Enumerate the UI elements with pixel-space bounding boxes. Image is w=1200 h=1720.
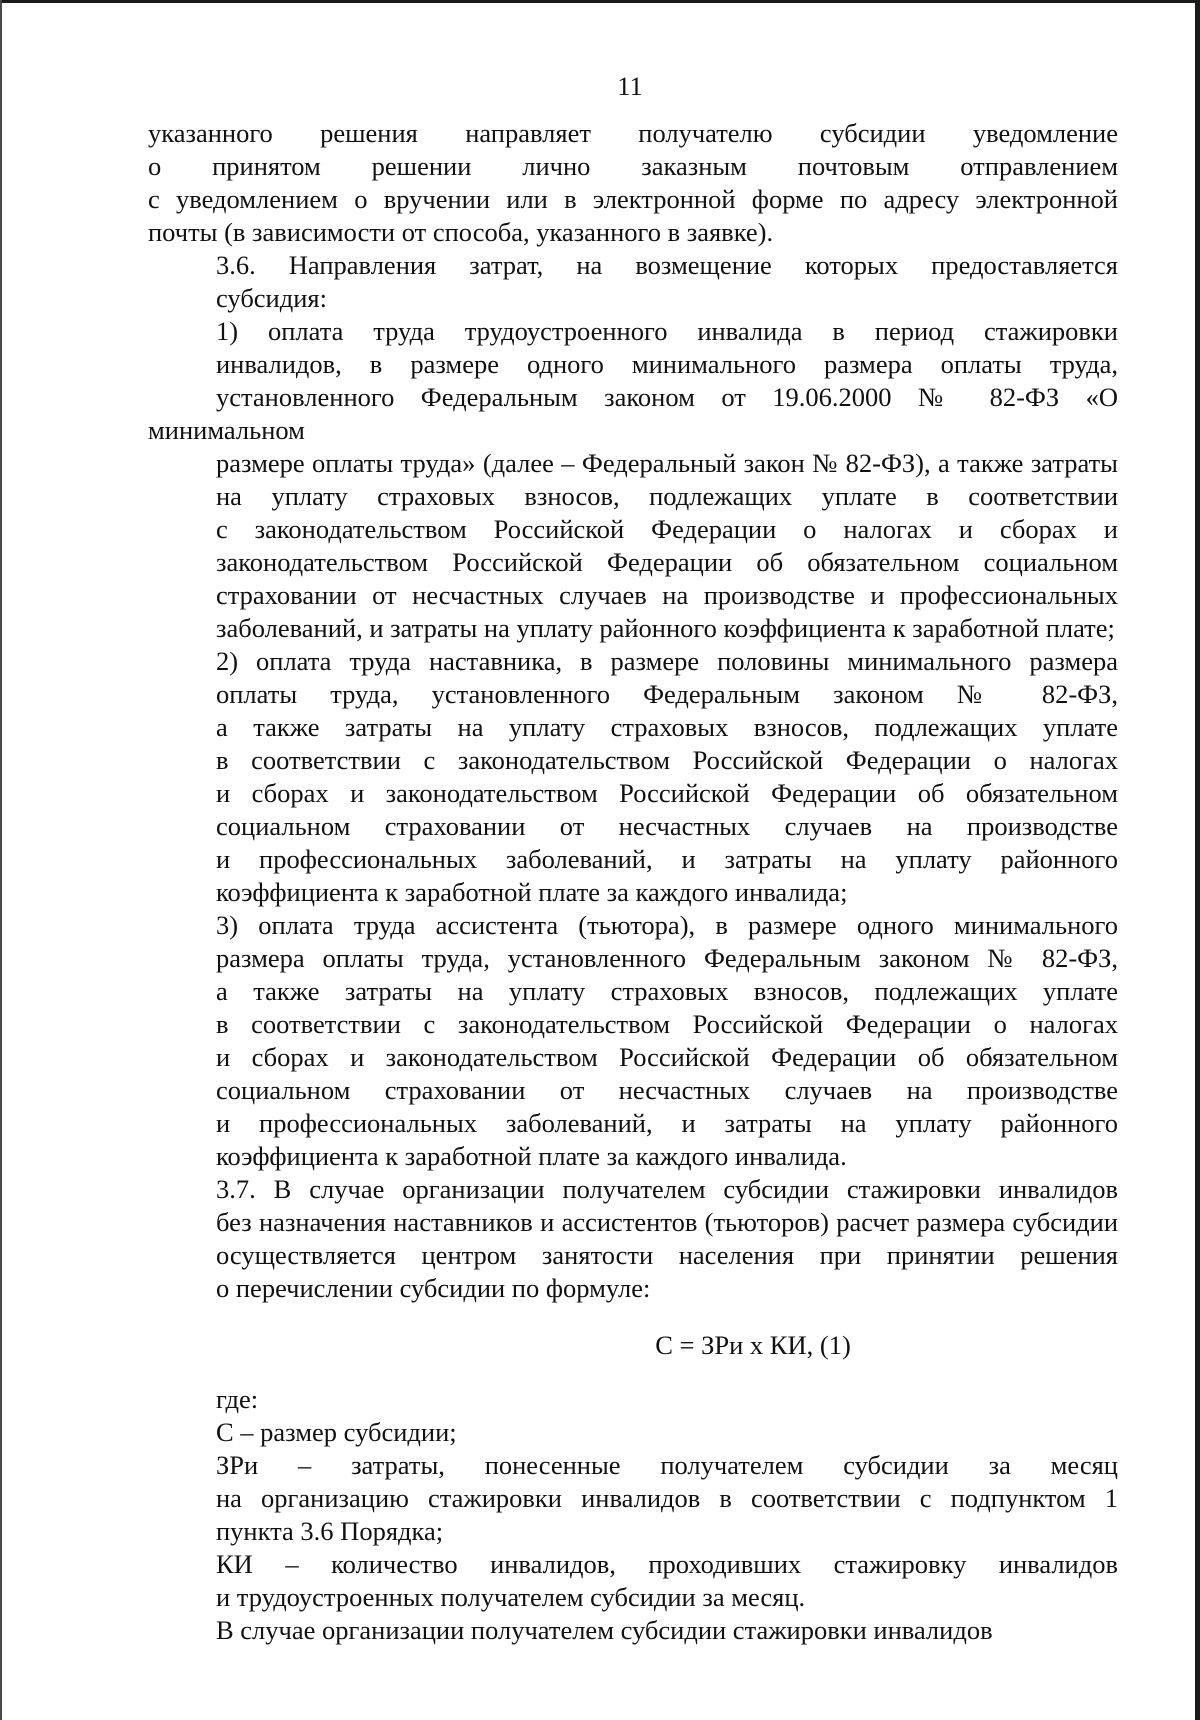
paragraphs xyxy=(148,117,1118,1305)
paragraph-def-ki xyxy=(148,1548,1118,1614)
formula: С = ЗРи x КИ, (1) xyxy=(655,1330,851,1360)
text-line: о перечислении субсидии по формуле: xyxy=(216,1273,651,1303)
text-line: на уплату страховых взносов, подлежащих уплате в соответствии xyxy=(216,481,1118,511)
text-line: установленного Федеральным законом от 19.06.2000 № 82-ФЗ «О минимальном xyxy=(148,382,1118,445)
paragraph-continuation xyxy=(148,117,1118,249)
text-line: 1) оплата труда трудоустроенного инвалида в период стажировки xyxy=(216,316,1118,346)
text-line: инвалидов, в размере одного минимального размера оплаты труда, xyxy=(216,349,1118,379)
text-line: а также затраты на уплату страховых взносов, подлежащих уплате xyxy=(216,712,1118,742)
paragraph-where xyxy=(148,1383,1118,1416)
text-line: оплаты труда, установленного Федеральным законом № 82-ФЗ, xyxy=(216,679,1118,709)
text-line: субсидия: xyxy=(216,283,327,313)
definitions xyxy=(148,1383,1118,1647)
text-line: коэффициента к заработной плате за каждого инвалида; xyxy=(216,877,848,907)
text-line: без назначения наставников и ассистентов (тьюторов) расчет размера субсидии xyxy=(216,1207,1118,1237)
text-line: 3) оплата труда ассистента (тьютора), в размере одного минимального xyxy=(216,910,1118,940)
text-line: с законодательством Российской Федерации о налогах и сборах и xyxy=(216,514,1118,544)
text-line: с уведомлением о вручении или в электронной форме по адресу электронной xyxy=(148,184,1118,214)
text-line: а также затраты на уплату страховых взносов, подлежащих уплате xyxy=(216,976,1118,1006)
text-line: В случае организации получателем субсидии стажировки инвалидов xyxy=(216,1615,993,1645)
paragraph-p3-6-2 xyxy=(148,645,1118,909)
scan-edge-left xyxy=(0,0,2,1720)
text-line: заболеваний, и затраты на уплату районного коэффициента к заработной плате; xyxy=(216,613,1115,643)
text-line: о принятом решении лично заказным почтовым отправлением xyxy=(148,151,1118,181)
text-line: страховании от несчастных случаев на производстве и профессиональных xyxy=(216,580,1118,610)
paragraph-final xyxy=(148,1614,1118,1647)
text-line: указанного решения направляет получателю субсидии уведомление xyxy=(148,118,1118,148)
paragraph-p3-6 xyxy=(148,249,1118,315)
paragraph-def-c xyxy=(148,1416,1118,1449)
text-line: где: xyxy=(216,1384,259,1414)
text-line: почты (в зависимости от способа, указанного в заявке). xyxy=(148,217,774,247)
text-line: социальном страховании от несчастных случаев на производстве xyxy=(216,1075,1118,1105)
text-line: и профессиональных заболеваний, и затраты на уплату районного xyxy=(216,844,1118,874)
text-line: 2) оплата труда наставника, в размере половины минимального размера xyxy=(216,646,1118,676)
text-line: и трудоустроенных получателем субсидии за месяц. xyxy=(216,1582,806,1612)
text-line: социальном страховании от несчастных случаев на производстве xyxy=(216,811,1118,841)
document-body xyxy=(148,117,1118,1647)
text-line: и сборах и законодательством Российской Федерации об обязательном xyxy=(216,778,1118,808)
scan-edge-top xyxy=(0,0,1200,3)
text-line: С – размер субсидии; xyxy=(216,1417,457,1447)
paragraph-def-zri xyxy=(148,1449,1118,1548)
scan-edge-right xyxy=(1195,0,1200,1720)
text-line: в соответствии с законодательством Российской Федерации о налогах xyxy=(216,745,1118,775)
text-line: в соответствии с законодательством Российской Федерации о налогах xyxy=(216,1009,1118,1039)
text-line: КИ – количество инвалидов, проходивших стажировку инвалидов xyxy=(216,1549,1118,1579)
paragraph-p3-6-3 xyxy=(148,909,1118,1173)
text-line: 3.6. Направления затрат, на возмещение которых предоставляется xyxy=(216,250,1118,280)
text-line: пункта 3.6 Порядка; xyxy=(216,1516,444,1546)
text-line: размера оплаты труда, установленного Федеральным законом № 82-ФЗ, xyxy=(216,943,1118,973)
page-number: 11 xyxy=(617,71,643,101)
text-line: законодательством Российской Федерации об обязательном социальном xyxy=(216,547,1118,577)
text-line: на организацию стажировки инвалидов в соответствии с подпунктом 1 xyxy=(216,1483,1118,1513)
paragraph-p3-7 xyxy=(148,1173,1118,1305)
text-line: 3.7. В случае организации получателем субсидии стажировки инвалидов xyxy=(216,1174,1118,1204)
text-line: и профессиональных заболеваний, и затраты на уплату районного xyxy=(216,1108,1118,1138)
paragraph-p3-6-1 xyxy=(148,315,1118,645)
text-line: осуществляется центром занятости населения при принятии решения xyxy=(216,1240,1118,1270)
text-line: размере оплаты труда» (далее – Федеральный закон № 82-ФЗ), а также затраты xyxy=(216,448,1118,478)
text-line: коэффициента к заработной плате за каждого инвалида. xyxy=(216,1141,847,1171)
text-line: и сборах и законодательством Российской Федерации об обязательном xyxy=(216,1042,1118,1072)
text-line: ЗРи – затраты, понесенные получателем субсидии за месяц xyxy=(216,1450,1118,1480)
